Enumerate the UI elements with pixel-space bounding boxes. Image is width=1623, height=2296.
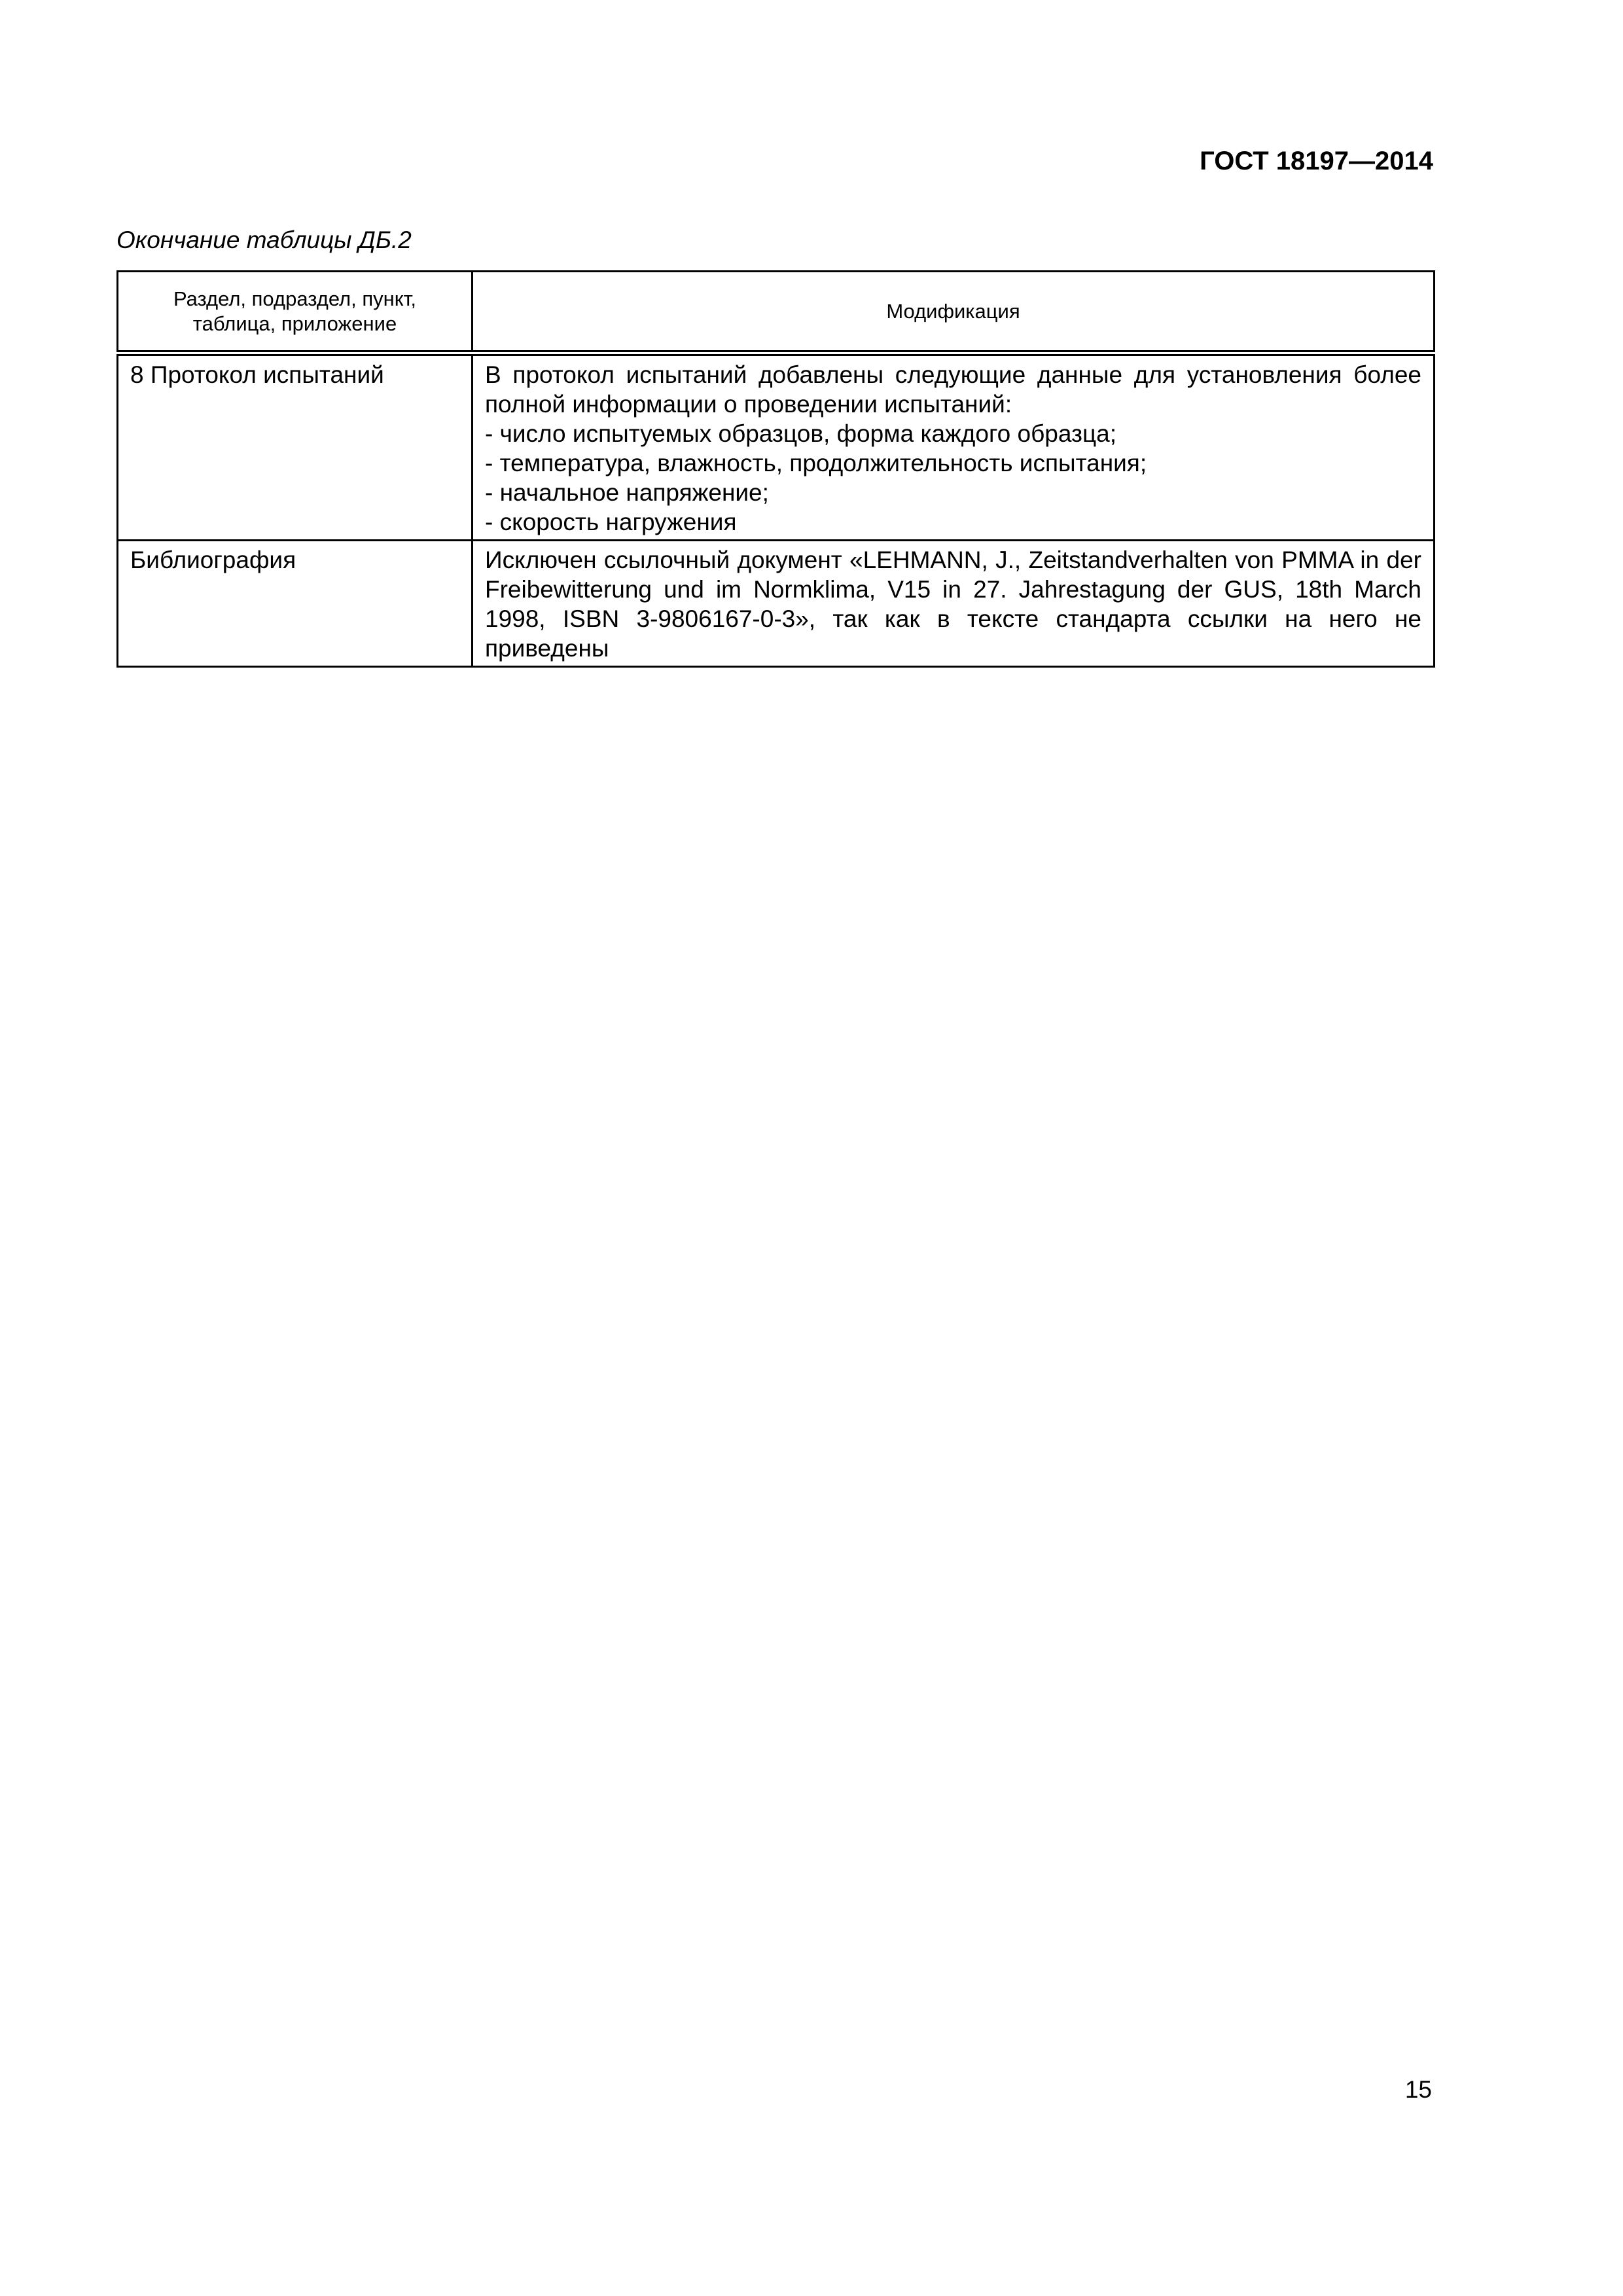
modification-item: - скорость нагружения [485,509,737,535]
section-cell: Библиография [118,541,473,667]
page-number: 15 [1404,2076,1432,2103]
table-row [118,541,1435,667]
modification-intro: В протокол испытаний добавлены следующие данные для установления более полной информации о проведении испытаний: [485,361,1421,418]
column-header-section: Раздел, подраздел, пункт, таблица, приложение [118,272,473,353]
modification-cell [473,353,1435,541]
column-header-modification: Модификация [473,272,1435,353]
modification-item: - число испытуемых образцов, форма каждого образца; [485,420,1117,447]
modification-item: - начальное напряжение; [485,479,769,506]
modification-cell [473,541,1435,667]
modification-item: - температура, влажность, продолжительность испытания; [485,450,1147,476]
modifications-table [116,270,1435,668]
table-row [118,353,1435,541]
document-code: ГОСТ 18197—2014 [1200,147,1433,175]
table-caption: Окончание таблицы ДБ.2 [116,226,412,253]
section-cell: 8 Протокол испытаний [118,353,473,541]
table-header-row [118,272,1435,353]
modification-intro: Исключен ссылочный документ «LEHMANN, J., Zeitstandverhalten von PMMA in der Freibewitterung und im Normklima, V15 in 27. Jahrestagung der GUS, 18th March 1998, ISBN 3-9806167-0-3», так как в тексте стандарта ссылки на него не приведены [485,547,1421,662]
